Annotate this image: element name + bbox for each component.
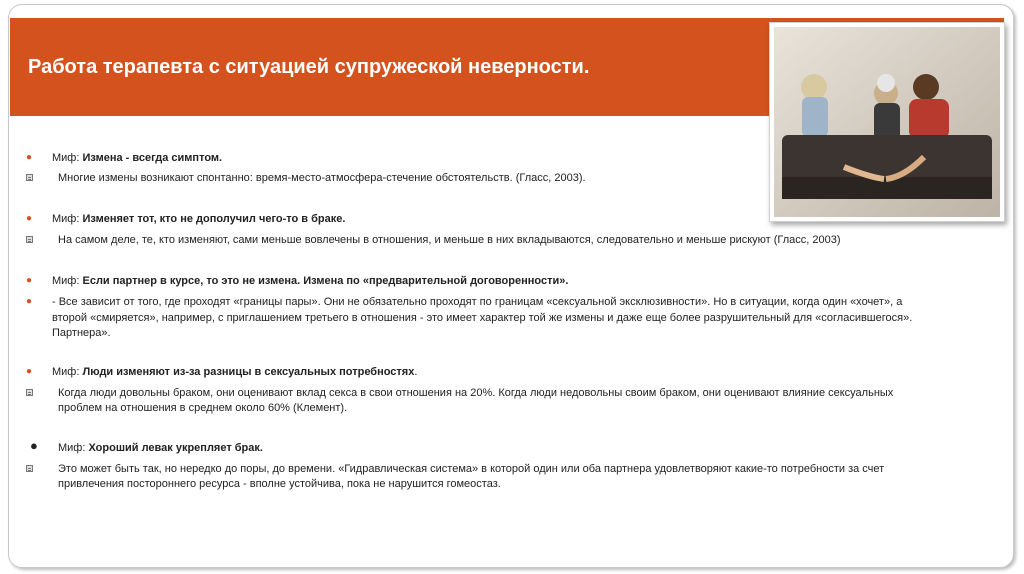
note-text-line: Партнера». xyxy=(52,327,111,339)
note-item xyxy=(26,294,902,310)
note-text: Это может быть так, но нередко до поры, до времени. «Гидравлическая система» в которой один или оба партнера удовлетворяют какие-то потребности за счет xyxy=(58,463,885,475)
myth-item xyxy=(26,364,417,380)
myth-prefix: Миф: xyxy=(52,275,83,287)
note-text: Многие измены возникают спонтанно: время-место-атмосфера-стечение обстоятельств. (Гласс, 2003). xyxy=(58,172,586,184)
myth-prefix: Миф: xyxy=(52,366,83,378)
bullet-icon: ● xyxy=(26,213,33,224)
myth-text: Люди изменяют из-за разницы в сексуальных потребностях xyxy=(82,366,415,378)
note-item xyxy=(26,461,884,477)
note-bullet-icon xyxy=(26,389,33,396)
note-item xyxy=(26,232,841,248)
slide-title: Работа терапевта с ситуацией супружеской неверности. xyxy=(28,56,590,78)
myth-text: Измена - всегда симптом. xyxy=(82,152,223,164)
myth-prefix: Миф: xyxy=(52,213,83,225)
myth-text: Изменяет тот, кто не дополучил чего-то в браке. xyxy=(82,213,346,225)
myth-text: Если партнер в курсе, то это не измена. Измена по «предварительной договоренности». xyxy=(82,275,569,287)
myth-item xyxy=(26,273,568,289)
note-text-line: привлечения постороннего ресурса - вполне устойчива, пока не нарушится гомеостаз. xyxy=(58,478,501,490)
myth-text: Хороший левак укрепляет брак. xyxy=(88,442,263,454)
note-text-line: проблем на отношения в среднем около 60% (Клемент). xyxy=(58,402,348,414)
myth-prefix: Миф: xyxy=(52,152,83,164)
bullet-icon: ● xyxy=(26,152,33,163)
bullet-icon: ● xyxy=(30,438,38,453)
couple-photo xyxy=(769,22,1005,222)
couple-photo-image xyxy=(774,27,1000,217)
note-text: - Все зависит от того, где проходят «границы пары». Они не обязательно проходят по границам «сексуальной эксклюзивности». Но в ситуации, когда один «хочет», а xyxy=(52,296,903,308)
note-bullet-icon xyxy=(26,174,33,181)
note-bullet-icon xyxy=(26,465,33,472)
bullet-icon: ● xyxy=(26,296,33,307)
bullet-icon: ● xyxy=(26,275,33,286)
bullet-icon: ● xyxy=(26,366,33,377)
myth-suffix: . xyxy=(414,366,418,378)
myth-item xyxy=(30,440,263,456)
myth-prefix: Миф: xyxy=(58,442,89,454)
myth-item xyxy=(26,211,345,227)
note-text: Когда люди довольны браком, они оценивают вклад секса в свои отношения на 20%. Когда люди недовольны своим браком, они оценивают влияние сексуальных xyxy=(58,387,894,399)
note-item xyxy=(26,385,893,401)
note-item xyxy=(26,170,586,186)
note-text-line: второй «смиряется», например, с приглашением третьего в отношения - это имеет характер той же измены и даже еще более разрушительный для «согласившегося». xyxy=(52,312,913,324)
note-bullet-icon xyxy=(26,236,33,243)
myth-item xyxy=(26,150,222,166)
note-text: На самом деле, те, кто изменяют, сами меньше вовлечены в отношения, и меньше в них вкладываются, следовательно и меньше рискуют (Гласс, 2003) xyxy=(58,234,841,246)
